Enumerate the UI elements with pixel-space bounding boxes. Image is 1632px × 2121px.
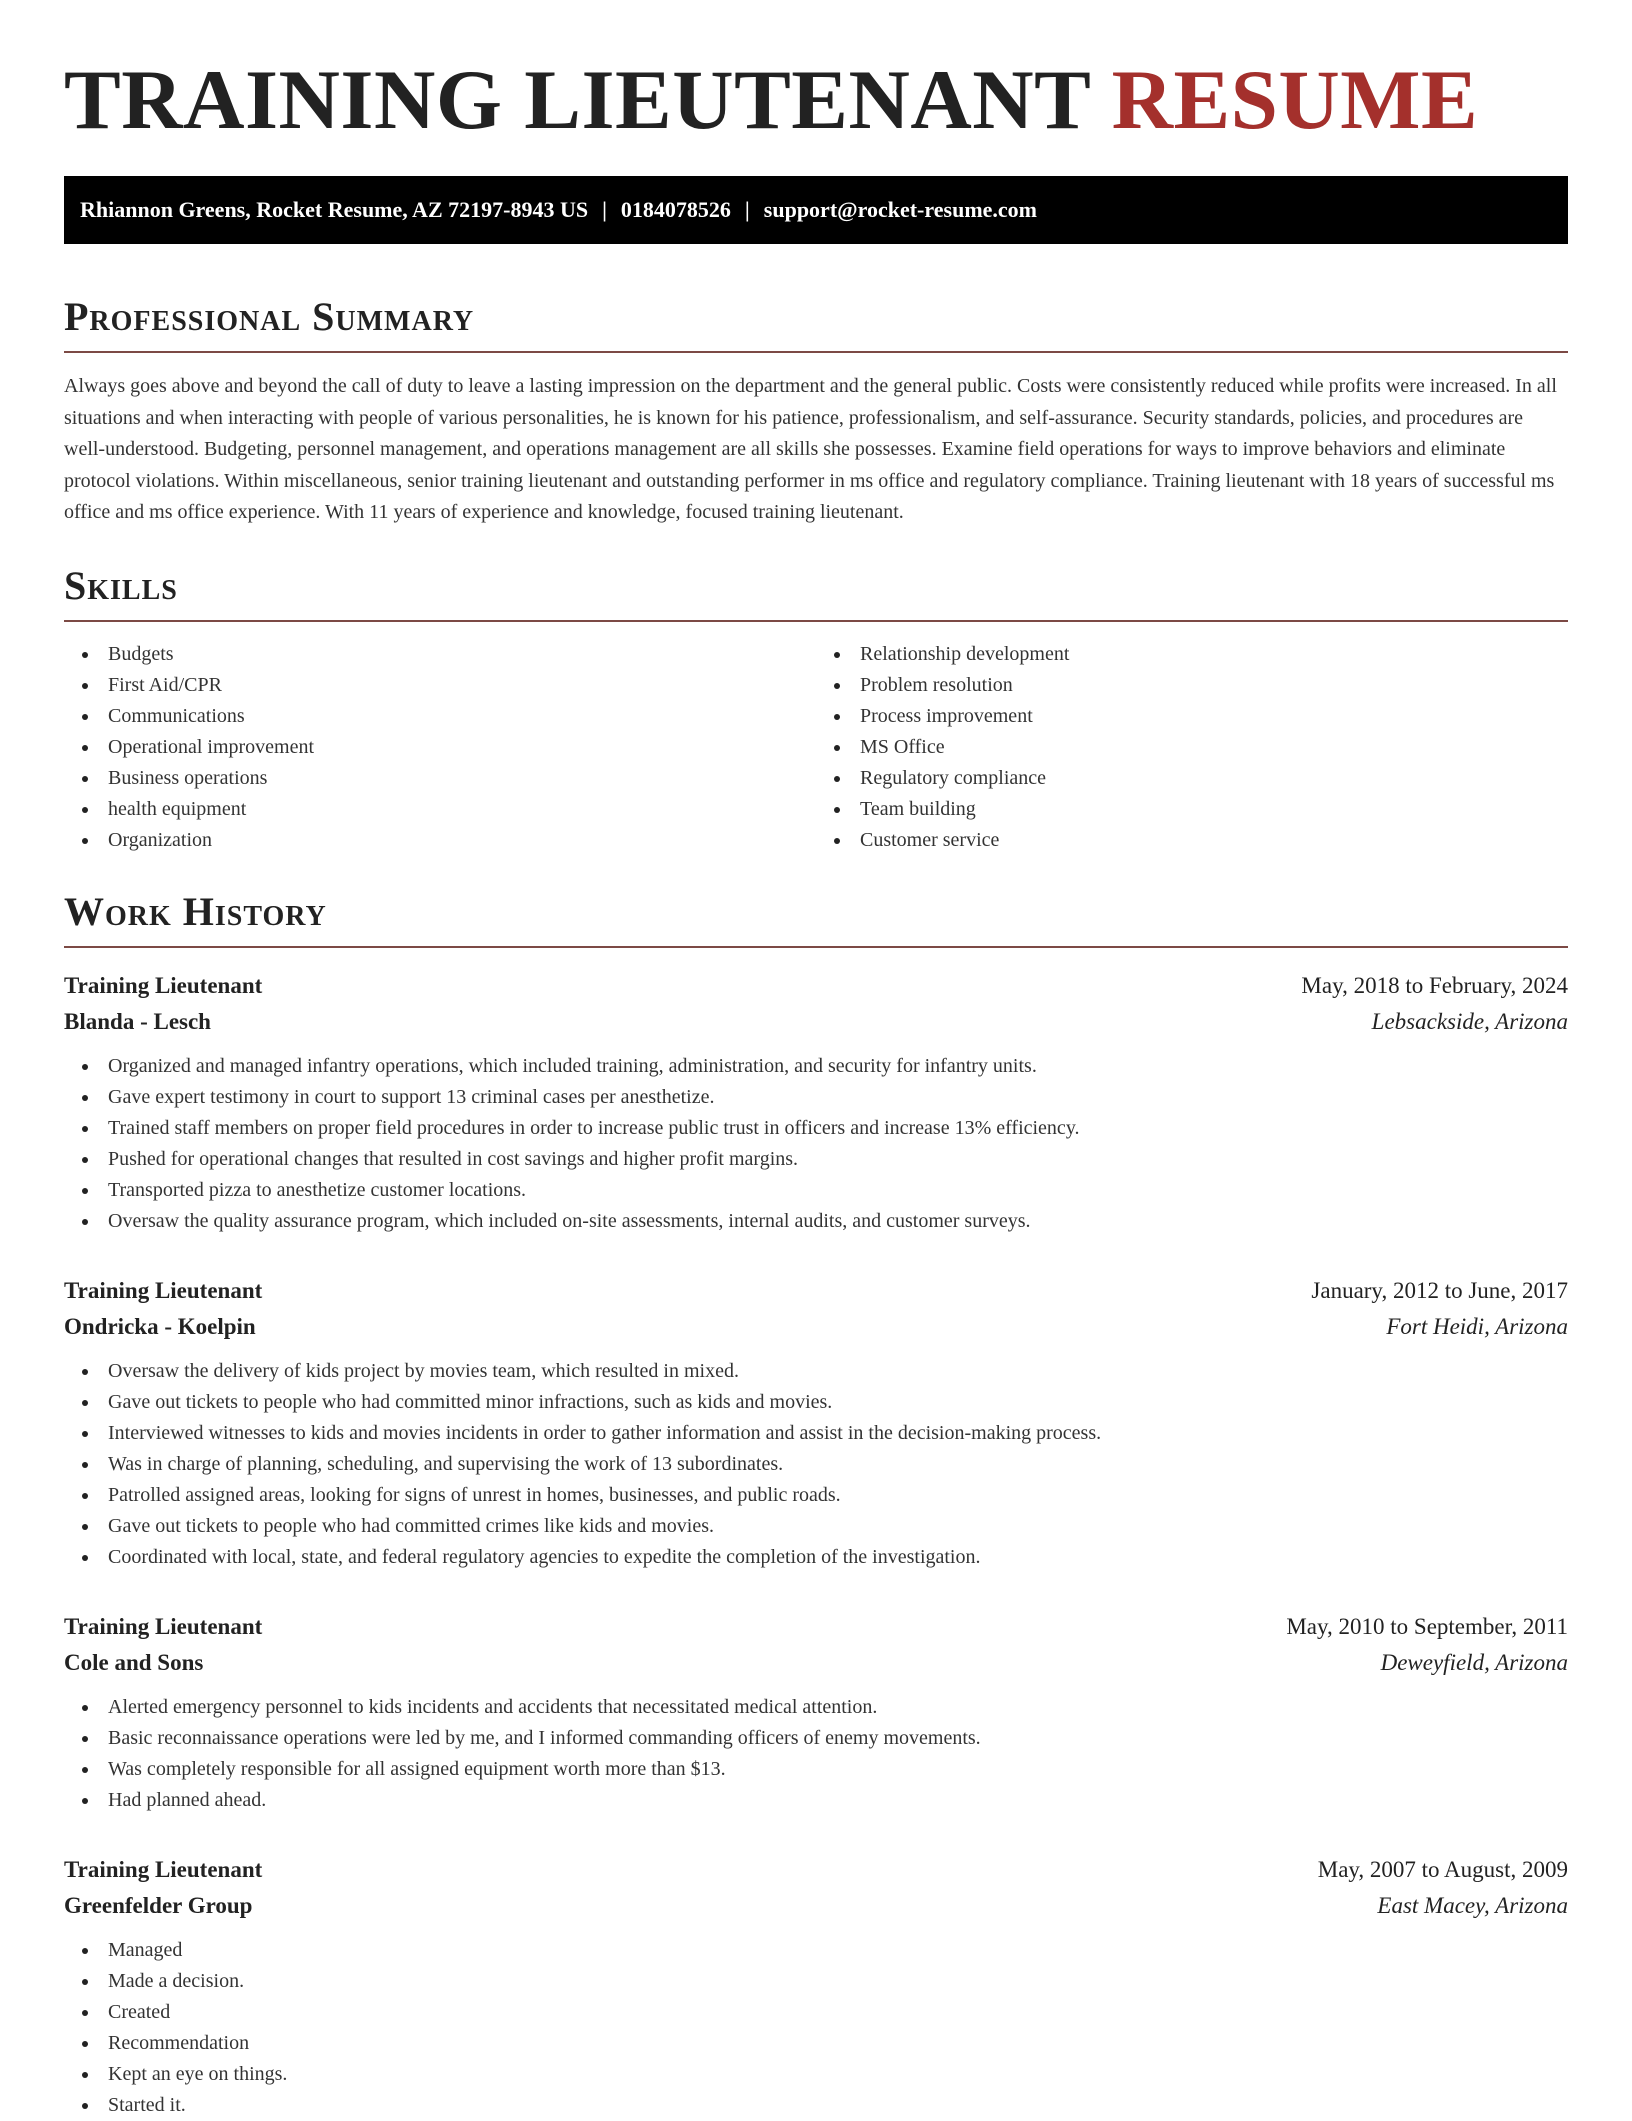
- job-duty-item: Patrolled assigned areas, looking for signs of unrest in homes, businesses, and public roads.: [108, 1480, 1568, 1511]
- job-duty-item: Made a decision.: [108, 1966, 1568, 1997]
- job-duty-item: Trained staff members on proper field procedures in order to increase public trust in officers and increase 13% efficiency.: [108, 1113, 1568, 1144]
- job-duty-item: Interviewed witnesses to kids and movies incidents in order to gather information and assist in the decision-making process.: [108, 1418, 1568, 1449]
- work-history-heading: Work History: [64, 888, 327, 934]
- contact-separator: |: [602, 197, 607, 222]
- job-duty-item: Coordinated with local, state, and federal regulatory agencies to expedite the completion of the investigation.: [108, 1542, 1568, 1573]
- job-title: Training Lieutenant: [64, 1856, 263, 1882]
- skills-list-right: [816, 639, 1568, 856]
- job-entry: [64, 1273, 1568, 1573]
- job-company-row: [64, 1309, 1568, 1345]
- job-duties-list: [64, 1692, 1568, 1816]
- job-duty-item: Gave expert testimony in court to support 13 criminal cases per anesthetize.: [108, 1082, 1568, 1113]
- skill-item: Process improvement: [860, 701, 1568, 732]
- job-header-row: [64, 968, 1568, 1004]
- job-dates: May, 2010 to September, 2011: [1286, 1613, 1568, 1639]
- job-duty-item: Gave out tickets to people who had committed minor infractions, such as kids and movies.: [108, 1387, 1568, 1418]
- job-title: Training Lieutenant: [64, 972, 263, 998]
- work-history-list: [64, 968, 1568, 2121]
- skill-item: Problem resolution: [860, 670, 1568, 701]
- job-header-row: [64, 1273, 1568, 1309]
- job-duty-item: Was in charge of planning, scheduling, and supervising the work of 13 subordinates.: [108, 1449, 1568, 1480]
- skill-item: Operational improvement: [108, 732, 816, 763]
- job-duty-item: Oversaw the delivery of kids project by movies team, which resulted in mixed.: [108, 1356, 1568, 1387]
- summary-text: Always goes above and beyond the call of duty to leave a lasting impression on the department and the general public. Costs were consistently reduced while profits were increased. In all situations and when interacting with people of various personalities, he is known for his patience, professionalism, and self-assurance. Security standards, policies, and procedures are well-understood. Budgeting, personnel management, and operations management are all skills she possesses. Examine field operations for ways to improve behaviors and eliminate protocol violations. Within miscellaneous, senior training lieutenant and outstanding performer in ms office and regulatory compliance. Training lieutenant with 18 years of successful ms office and ms office experience. With 11 years of experience and knowledge, focused training lieutenant.: [64, 375, 1557, 523]
- job-company-row: [64, 1004, 1568, 1040]
- job-company: Ondricka - Koelpin: [64, 1313, 256, 1339]
- contact-phone: 0184078526: [620, 197, 731, 222]
- job-entry: [64, 1852, 1568, 2121]
- job-duty-item: Gave out tickets to people who had committed crimes like kids and movies.: [108, 1511, 1568, 1542]
- section-divider: [64, 620, 1568, 622]
- job-location: Lebsackside, Arizona: [1371, 1008, 1568, 1034]
- job-duty-item: Was completely responsible for all assigned equipment worth more than $13.: [108, 1754, 1568, 1785]
- skills-heading: Skills: [64, 562, 178, 608]
- skills-columns: [64, 639, 1568, 856]
- job-location: Fort Heidi, Arizona: [1386, 1313, 1568, 1339]
- resume-title: [64, 53, 1568, 147]
- job-duty-item: Had planned ahead.: [108, 1785, 1568, 1816]
- contact-email: support@rocket-resume.com: [763, 197, 1037, 222]
- job-dates: May, 2018 to February, 2024: [1301, 972, 1568, 998]
- job-company: Greenfelder Group: [64, 1892, 253, 1918]
- job-duties-list: [64, 1356, 1568, 1573]
- contact-separator: |: [744, 197, 750, 222]
- job-duties-list: [64, 1935, 1568, 2121]
- job-duty-item: Basic reconnaissance operations were led by me, and I informed commanding officers of enemy movements.: [108, 1723, 1568, 1754]
- job-dates: May, 2007 to August, 2009: [1317, 1856, 1568, 1882]
- job-company: Blanda - Lesch: [64, 1008, 211, 1034]
- summary-heading: Professional Summary: [64, 294, 475, 339]
- contact-bar: [64, 176, 1568, 244]
- contact-address: Rhiannon Greens, Rocket Resume, AZ 72197-8943 US: [80, 197, 589, 222]
- job-location: East Macey, Arizona: [1377, 1892, 1568, 1918]
- job-location: Deweyfield, Arizona: [1380, 1649, 1568, 1675]
- section-divider: [64, 946, 1568, 948]
- skill-item: MS Office: [860, 732, 1568, 763]
- skill-item: Budgets: [108, 639, 816, 670]
- job-header-row: [64, 1852, 1568, 1888]
- job-duty-item: Kept an eye on things.: [108, 2059, 1568, 2090]
- job-dates: January, 2012 to June, 2017: [1311, 1277, 1568, 1303]
- job-title: Training Lieutenant: [64, 1277, 263, 1303]
- job-header-row: [64, 1609, 1568, 1645]
- job-entry: [64, 1609, 1568, 1816]
- skill-item: health equipment: [108, 794, 816, 825]
- skill-item: Communications: [108, 701, 816, 732]
- skill-item: Business operations: [108, 763, 816, 794]
- job-duty-item: Transported pizza to anesthetize customer locations.: [108, 1175, 1568, 1206]
- job-duty-item: Alerted emergency personnel to kids incidents and accidents that necessitated medical attention.: [108, 1692, 1568, 1723]
- title-main: TRAINING LIEUTENANT: [64, 53, 1090, 147]
- skill-item: Relationship development: [860, 639, 1568, 670]
- job-duty-item: Pushed for operational changes that resulted in cost savings and higher profit margins.: [108, 1144, 1568, 1175]
- skills-list-left: [64, 639, 816, 856]
- job-duty-item: Managed: [108, 1935, 1568, 1966]
- section-divider: [64, 351, 1568, 353]
- skill-item: Organization: [108, 825, 816, 856]
- job-duty-item: Created: [108, 1997, 1568, 2028]
- job-duties-list: [64, 1051, 1568, 1237]
- skill-item: Team building: [860, 794, 1568, 825]
- skill-item: First Aid/CPR: [108, 670, 816, 701]
- title-accent: RESUME: [1111, 53, 1479, 147]
- job-company-row: [64, 1888, 1568, 1924]
- job-company-row: [64, 1645, 1568, 1681]
- skill-item: Customer service: [860, 825, 1568, 856]
- job-duty-item: Started it.: [108, 2090, 1568, 2121]
- job-duty-item: Oversaw the quality assurance program, which included on-site assessments, internal audits, and customer surveys.: [108, 1206, 1568, 1237]
- job-company: Cole and Sons: [64, 1649, 204, 1675]
- job-duty-item: Recommendation: [108, 2028, 1568, 2059]
- skill-item: Regulatory compliance: [860, 763, 1568, 794]
- job-duty-item: Organized and managed infantry operations, which included training, administration, and security for infantry units.: [108, 1051, 1568, 1082]
- job-entry: [64, 968, 1568, 1237]
- job-title: Training Lieutenant: [64, 1613, 263, 1639]
